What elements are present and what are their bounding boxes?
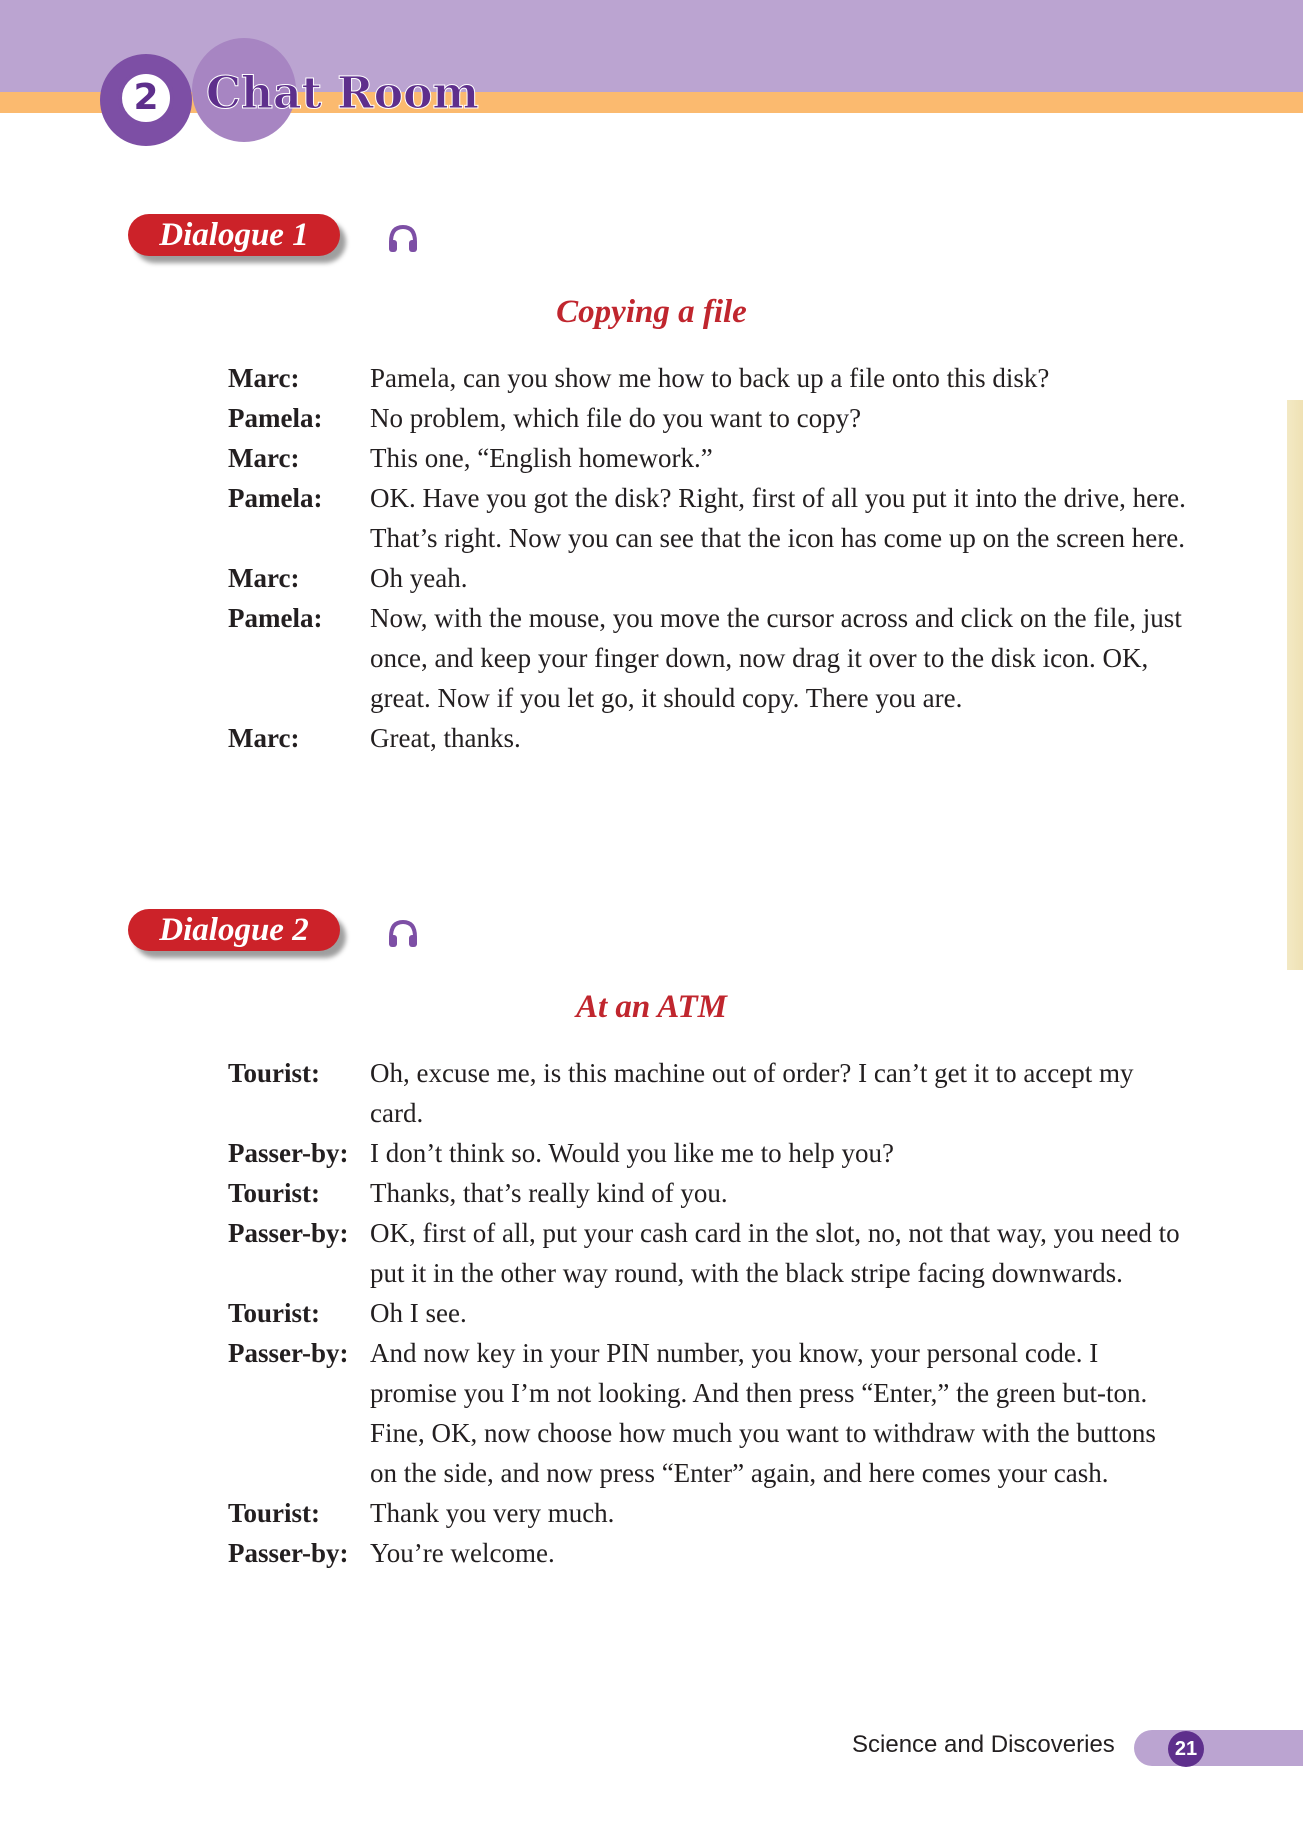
dialogue-line xyxy=(228,598,1188,718)
speech-text: Oh I see. xyxy=(370,1298,467,1328)
speaker-name: Marc: xyxy=(228,363,300,393)
dialogue-line xyxy=(228,718,1188,758)
dialogue-line xyxy=(228,1213,1188,1293)
speaker-name: Tourist: xyxy=(228,1498,321,1528)
speaker-name: Pamela: xyxy=(228,483,323,513)
dialogue-line xyxy=(228,478,1188,558)
dialogue-line xyxy=(228,1173,1188,1213)
dialogue-2-title: At an ATM xyxy=(576,989,727,1025)
dialogue-line xyxy=(228,358,1188,398)
page-edge-tab xyxy=(1287,400,1303,970)
unit-title: Science and Discoveries xyxy=(852,1731,1115,1758)
speech-text: And now key in your PIN number, you know, your personal code. I promise you I’m not looking. And then press “Enter,” the green but-ton. Fine, OK, now choose how much you want to withdraw with the buttons on the side, and now press “Enter” again, and here comes your cash. xyxy=(370,1338,1156,1488)
headphones-icon[interactable] xyxy=(386,917,420,951)
speaker-name: Passer-by: xyxy=(228,1138,349,1168)
speech-text: OK. Have you got the disk? Right, first of all you put it into the drive, here. That’s right. Now you can see that the icon has come up on the screen here. xyxy=(370,483,1186,553)
dialogue-line xyxy=(228,1133,1188,1173)
dialogue-1-title: Copying a file xyxy=(556,294,747,330)
speaker-name: Tourist: xyxy=(228,1178,321,1208)
speaker-name: Marc: xyxy=(228,723,300,753)
speech-text: You’re welcome. xyxy=(370,1538,555,1568)
speech-text: Thanks, that’s really kind of you. xyxy=(370,1178,728,1208)
headphones-icon[interactable] xyxy=(386,222,420,256)
speaker-name: Pamela: xyxy=(228,603,323,633)
speech-text: Great, thanks. xyxy=(370,723,521,753)
speech-text: Pamela, can you show me how to back up a file onto this disk? xyxy=(370,363,1050,393)
speaker-name: Passer-by: xyxy=(228,1538,349,1568)
dialogue-line xyxy=(228,1493,1188,1533)
speech-text: Oh, excuse me, is this machine out of order? I can’t get it to accept my card. xyxy=(370,1058,1134,1128)
dialogue-line xyxy=(228,1333,1188,1493)
speaker-name: Marc: xyxy=(228,563,300,593)
dialogue-line xyxy=(228,1053,1188,1133)
speech-text: OK, first of all, put your cash card in the slot, no, not that way, you need to put it in the other way round, with the black stripe facing downwards. xyxy=(370,1218,1180,1288)
dialogue-line xyxy=(228,558,1188,598)
dialogue-1-lines xyxy=(228,358,1188,758)
section-number: 2 xyxy=(118,70,174,126)
speaker-name: Tourist: xyxy=(228,1298,321,1328)
speaker-name: Tourist: xyxy=(228,1058,321,1088)
dialogue-1-label: Dialogue 1 xyxy=(128,214,340,256)
footer-bar xyxy=(1134,1730,1303,1766)
dialogue-line xyxy=(228,1293,1188,1333)
speech-text: This one, “English homework.” xyxy=(370,443,713,473)
speech-text: Oh yeah. xyxy=(370,563,468,593)
speaker-name: Passer-by: xyxy=(228,1218,349,1248)
dialogue-line xyxy=(228,1533,1188,1573)
speaker-name: Pamela: xyxy=(228,403,323,433)
speech-text: Now, with the mouse, you move the cursor across and click on the file, just once, and keep your finger down, now drag it over to the disk icon. OK, great. Now if you let go, it should copy. There you are. xyxy=(370,603,1182,713)
speaker-name: Marc: xyxy=(228,443,300,473)
page-number: 21 xyxy=(1168,1731,1204,1767)
speech-text: Thank you very much. xyxy=(370,1498,615,1528)
speech-text: No problem, which file do you want to copy? xyxy=(370,403,862,433)
dialogue-line xyxy=(228,438,1188,478)
dialogue-line xyxy=(228,398,1188,438)
dialogue-2-label: Dialogue 2 xyxy=(128,909,340,951)
speaker-name: Passer-by: xyxy=(228,1338,349,1368)
speech-text: I don’t think so. Would you like me to help you? xyxy=(370,1138,895,1168)
section-title: Chat Room xyxy=(206,68,479,119)
dialogue-2-lines xyxy=(228,1053,1188,1573)
